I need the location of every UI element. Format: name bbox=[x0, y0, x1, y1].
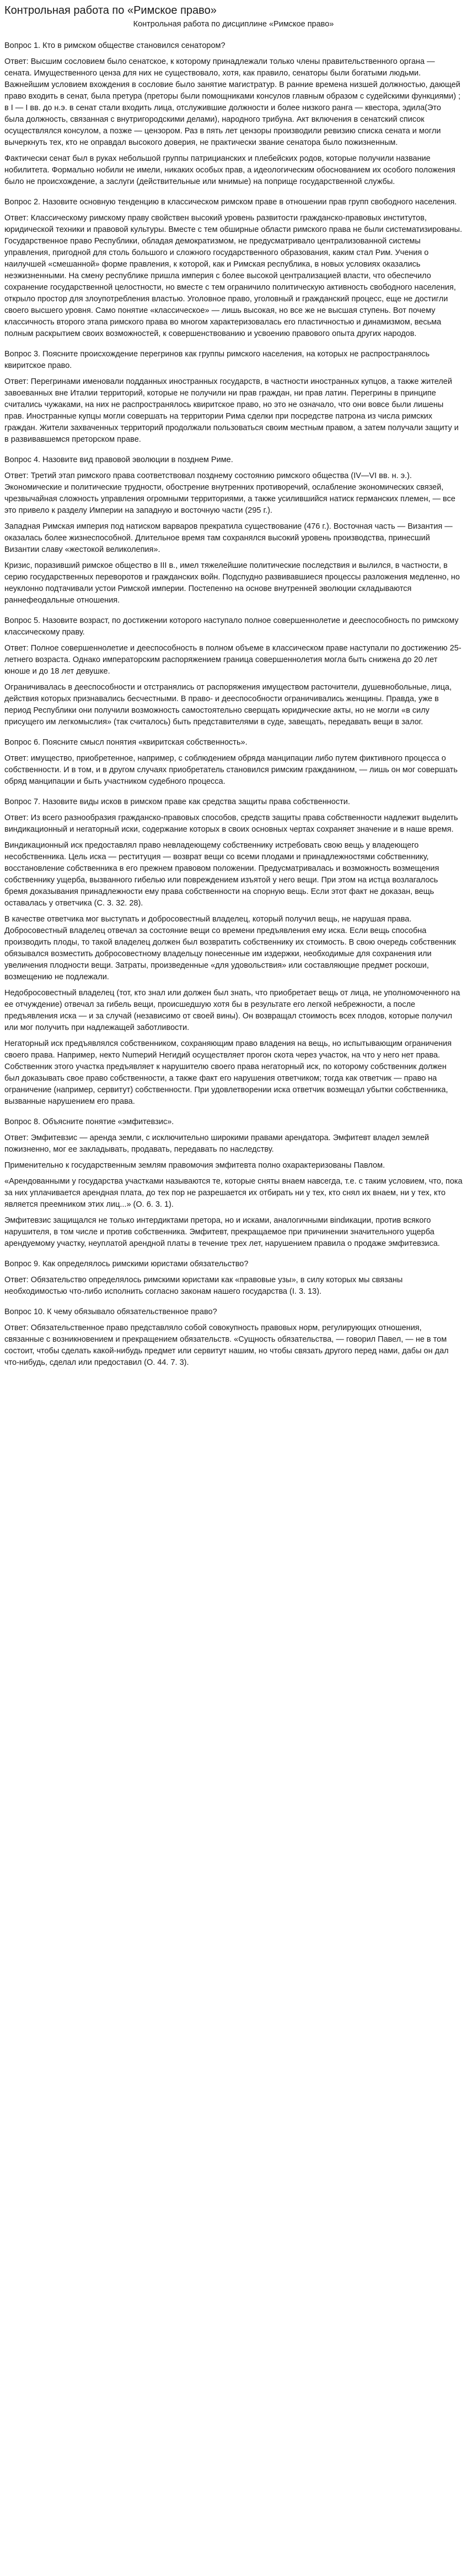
qa-item bbox=[4, 796, 463, 1108]
qa-item bbox=[4, 454, 463, 606]
question-heading: Вопрос 4. Назовите вид правовой эволюции в позднем Риме. bbox=[4, 455, 233, 464]
answer-paragraph: Ответ: Обязательственное право представляло собой совокупность правовых норм, регулирующих отношения, связанные с возникновением и прекращением обязательств. «Сущность обязательства, — говорил Павел, — не в том состоит, чтобы сделать какой-нибудь предмет или сервитут нашим, но чтобы связать другого перед нами, дабы он дал что-нибудь, сделал или предоставил (О. 44. 7. 3). bbox=[4, 1324, 449, 1367]
answer-paragraph: Ответ: Перегринами именовали подданных иностранных государств, в частности иностранных купцов, а также жителей завоеванных вне Италии территорий, которые не получили ни прав граждан, ни прав латин. Перегрины в принципе считались чужаками, на них не распространялось квиритское право, но это не означало, что они вовсе были лишены прав. Иностранные купцы могли совершать на территории Рима сделки при посредстве патрона из числа римских граждан. Жители захваченных территорий продолжали пользоваться своим местным правом, а затем получали защиту и в развивавшемся преторском праве. bbox=[4, 377, 459, 444]
answer-paragraph: Применительно к государственным землям правомочия эмфитевта полно охарактеризованы Павлом. bbox=[4, 1161, 385, 1170]
page-title: Контрольная работа по «Римское право» bbox=[4, 4, 217, 17]
answer-block bbox=[4, 470, 463, 606]
answer-block bbox=[4, 56, 463, 188]
question-heading: Вопрос 5. Назовите возраст, по достижении которого наступало полное совершеннолетие и дееспособность по римскому классическому праву. bbox=[4, 616, 459, 637]
qa-item bbox=[4, 1259, 463, 1298]
answer-paragraph: Кризис, поразивший римское общество в III в., имел тяжелейшие политические последствия и вылился, в частности, в серию государственных переворотов и гражданских войн. Подспудно развивавшиеся процессы разложения медленно, но неуклонно подтачивали устои Римской империи. Постепенно на основе внутренней эволюции складываются раннефеодальные отношения. bbox=[4, 561, 460, 605]
qa-item bbox=[4, 615, 463, 728]
qa-list bbox=[4, 40, 463, 1369]
answer-paragraph: «Арендованными у государства участками называются те, которые сняты внаем навсегда, т.е. с таким условием, что, пока за них уплачивается арендная плата, до тех пор не разрешается их отбирать ни у тех, кто снял их внаем, ни у тех, кто является преемником этих лиц...» (О. 6. 3. 1). bbox=[4, 1177, 463, 1209]
qa-item bbox=[4, 1306, 463, 1369]
document-subtitle: Контрольная работа по дисциплине «Римское право» bbox=[133, 20, 334, 29]
answer-paragraph: Ответ: Из всего разнообразия гражданско-правовых способов, средств защиты права собственности надлежит выделить виндикационный и негаторный иски, содержание которых в своих основных чертах сохраняет значение и в наше время. bbox=[4, 814, 458, 834]
qa-item bbox=[4, 197, 463, 340]
question-heading: Вопрос 7. Назовите виды исков в римском праве как средства защиты права собственности. bbox=[4, 798, 350, 806]
qa-item bbox=[4, 737, 463, 788]
answer-paragraph: Ответ: Третий этап римского права соответствовал позднему состоянию римского общества (IV—VI вв. н. э.). Экономические и политические трудности, обострение внутренних противоречий, ослабление экономических связей, чрезвычайная сложность управления огромными территориями, а также усилившийся натиск германских племен, — все это привело к разделу Империи на западную и восточную части (295 г.). bbox=[4, 471, 455, 515]
answer-paragraph: Ответ: Высшим сословием было сенатское, к которому принадлежали только члены правительственного органа — сената. Имущественного ценза для них не существовало, хотя, как правило, сенаторы были богатыми людьми. Важнейшим условием вхождения в сословие было занятие магистратур. В ранние времена низшей должностью, дающей право входить в сенат, была претура (преторы были помощниками консулов главным образом с судейскими функциями) ; в I — I вв. до н.э. в сенат стали входить лица, отслужившие должности и более низкого ранга — квестора, эдила(Это была должность, связанная с внутригородскими делами), народного трибуна. Акт включения в сенатский список осуществлялся консулом, а позже — цензором. Раз в пять лет цензоры производили ревизию списка сената и могли вычеркнуть тех, кто не оправдал высокого доверия, не практически звание сенатора было пожизненным. bbox=[4, 57, 461, 147]
answer-paragraph: Негаторный иск предъявлялся собственником, сохраняющим право владения на вещь, но испытывающим ограничения своего права. Например, некто Numерий Негидий осуществляет прогон скота через участок, на что у него нет права. Собственник этого участка предъявляет к нарушителю своего права негаторный иск, по которому собственник должен был доказывать свое право собственности, а также факт его нарушения ответчиком; тогда как ответчик — право на ограничение (например, сервитут) собственности. При удовлетворении иска ответчик возмещал убытки собственника, вызванные нарушением его права. bbox=[4, 1039, 452, 1106]
answer-paragraph: В качестве ответчика мог выступать и добросовестный владелец, который получил вещь, не нарушая права. Добросовестный владелец отвечал за состояние вещи со времени предъявления ему иска. Если вещь способна производить плоды, то такой владелец должен был возвратить собственнику их стоимость. В свою очередь собственник обязывался возместить добросовестному владельцу понесенные им издержки, необходимые для сохранения или увеличения плодности вещи. Затраты, произведенные «для удовольствия» или составляющие предмет роскоши, возмещению не подлежали. bbox=[4, 915, 456, 981]
qa-item bbox=[4, 1116, 463, 1250]
question-heading: Вопрос 8. Объясните понятие «эмфитевзис». bbox=[4, 1118, 174, 1126]
answer-paragraph: Ответ: Полное совершеннолетие и дееспособность в полном объеме в классическом праве наступали по достижению 25-летнего возраста. Однако императорским распоряжением граница совершеннолетия могла быть снижена до 20 лет юноше и до 18 лет девушке. bbox=[4, 644, 461, 676]
answer-block bbox=[4, 753, 463, 788]
answer-block bbox=[4, 1132, 463, 1250]
qa-item bbox=[4, 349, 463, 446]
answer-paragraph: Виндикационный иск предоставлял право невладеющему собственнику истребовать свою вещь у владеющего несобственника. Цель иска — реституция — возврат вещи со всеми плодами и принадлежностями собственнику, восстановление собственника в его прежнем правовом положении. Предусматривалась и возможность возмещения собственнику ущерба, вызванного гибелью или повреждением изъятой у него вещи. При этом на истца возлагалось бремя доказывания принадлежности ему права собственности на спорную вещь. Если этот факт не доказан, вещь оставалась у ответчика (С. 3. 32. 28). bbox=[4, 841, 439, 908]
answer-block bbox=[4, 1275, 463, 1298]
answer-paragraph: Ограничивалась в дееспособности и отстранялись от распоряжения имуществом расточители, душевнобольные, лица, действия которых признавались бесчестными. В право- и дееспособности ограничивались женщины. Правда, уже в период Республики они получили возможность самостоятельно сверщать юридические акты, но не могли «в силу присущего им легкомыслия» (так считалось) быть представителями в суде, завещать, передавать вещи в залог. bbox=[4, 683, 452, 726]
answer-paragraph: Недобросовестный владелец (тот, кто знал или должен был знать, что приобретает вещь от лица, не уполномоченного на ее отчуждение) отвечал за гибель вещи, происшедшую хотя бы в результате его легкой небрежности, а после предъявления иска — и за случай (независимо от своей вины). Он возвращал стоимость всех плодов, которые получил или мог получить при надлежащей заботливости. bbox=[4, 989, 460, 1032]
answer-block bbox=[4, 376, 463, 446]
question-heading: Вопрос 9. Как определялось римскими юристами обязательство? bbox=[4, 1260, 249, 1268]
question-heading: Вопрос 3. Поясните происхождение перегринов как группы римского населения, на которых не распространялось квиритское право. bbox=[4, 350, 430, 370]
answer-block bbox=[4, 812, 463, 1108]
question-heading: Вопрос 2. Назовите основную тенденцию в классическом римском праве в отношении прав групп свободного населения. bbox=[4, 198, 457, 207]
answer-paragraph: Ответ: Эмфитевзис — аренда земли, с исключительно широкими правами арендатора. Эмфитевт владел землей пожизненно, мог ее закладывать, продавать, передавать по наследству. bbox=[4, 1134, 430, 1154]
answer-paragraph: Западная Римская империя под натиском варваров прекратила существование (476 г.). Восточная часть — Византия — оказалась более жизнеспособной. Длительное время там сохранялся высокий уровень производства, принесший Византии славу «жестокой великолепия». bbox=[4, 522, 453, 554]
question-heading: Вопрос 10. К чему обязывало обязательственное право? bbox=[4, 1308, 217, 1316]
answer-paragraph: Ответ: Обязательство определялось римскими юристами как «правовые узы», в силу которых мы связаны необходимостью что-либо исполнить согласно законам нашего государства (I. 3. 13). bbox=[4, 1276, 403, 1296]
question-heading: Вопрос 1. Кто в римском обществе становился сенатором? bbox=[4, 41, 226, 50]
qa-item bbox=[4, 40, 463, 188]
answer-paragraph: Ответ: Классическому римскому праву свойствен высокий уровень развитости гражданско-правовых институтов, юридической техники и правовой культуры. Вместе с тем обширные области римского права не были систематизированы. Государственное право Республики, обладая демократизмом, не предусматривало централизованной системы управления, пригодной для столь большого и сложного государственного образования, каким стал Рим. Учения о наилучшей «смешанной» форме правления, к которой, как и Римская республика, в новых условиях оказались неэжизненными. На смену республике пришла империя с более высокой централизацией власти, что обеспечило сохранение государственной целостности, но вместе с тем ограничило политическую активность свободного населения, открыло простор для злоупотребления властью. Уголовное право, уголовный и гражданский процесс, еще не достигли своего высшего уровня. Само понятие «классическое» — лишь высокая, но все же не высшая ступень. Вот почему классичность второго этапа римского права во многом характеризовалась его пластичностью и динамизмом, весьма полным раскрытием своих возможностей, к совершенствованию и усвоению правового опыта других народов. bbox=[4, 214, 463, 338]
answer-block bbox=[4, 1322, 463, 1369]
answer-paragraph: Фактически сенат был в руках небольшой группы патрицианских и плебейских родов, которые получили название нобилитета. Формально нобили не имели, никаких особых прав, а идеологическим обоснованием их особого положения было не происхождение, а заслуги (действительные или мнимые) на поприще государственной службы. bbox=[4, 154, 455, 186]
answer-block bbox=[4, 213, 463, 340]
answer-paragraph: Ответ: имущество, приобретенное, например, с соблюдением обряда манципации либо путем фиктивного процесса о собственности. И в том, и в другом случаях приобретатель становился римским гражданином, — лишь он мог совершать обряд манципации и быть участником судебного процесса. bbox=[4, 754, 458, 786]
question-heading: Вопрос 6. Поясните смысл понятия «квиритская собственность». bbox=[4, 738, 248, 747]
answer-block bbox=[4, 643, 463, 728]
answer-paragraph: Эмфитевзис защищался не только интердиктами претора, но и исками, аналогичными вindикации, против всякого нарушителя, в том числе и против собственника. Эмфитевт, прекращаемое при причинении значительного ущерба арендуемому участку, неуплатой арендной платы в течение трех лет, нарушением правила о продаже эмфитевзиса. bbox=[4, 1216, 440, 1248]
